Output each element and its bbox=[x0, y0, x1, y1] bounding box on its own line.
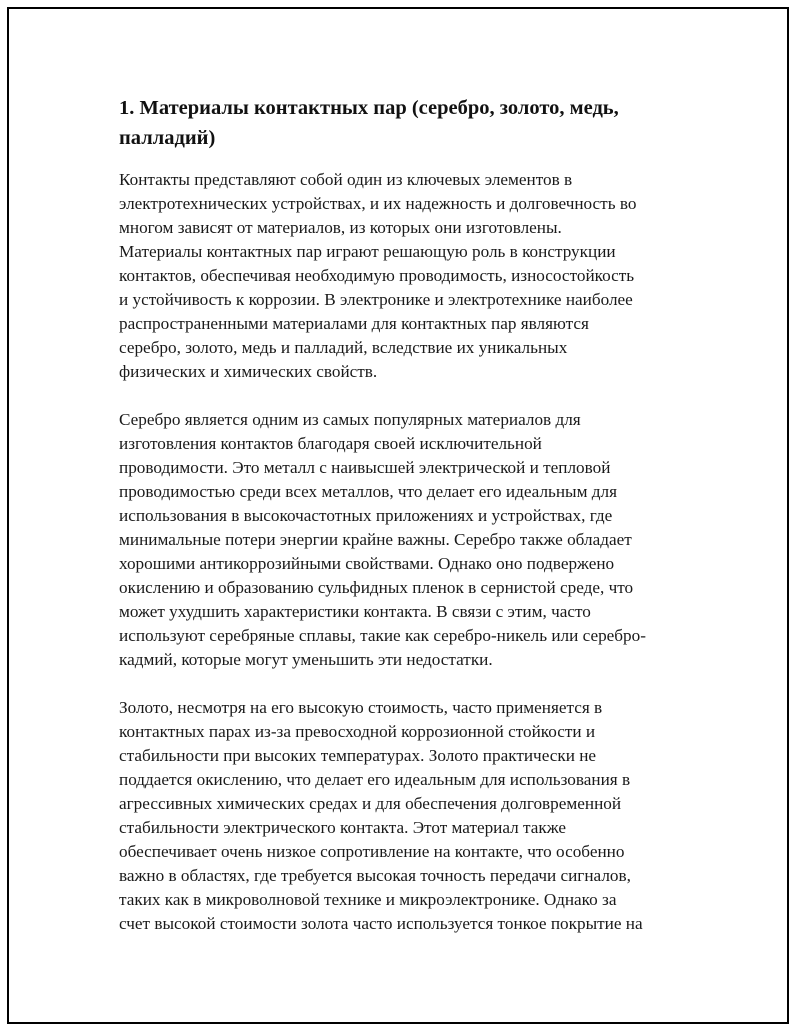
document-body bbox=[119, 93, 689, 960]
text-line: Серебро является одним из самых популярных материалов для bbox=[119, 410, 581, 429]
text-line: минимальные потери энергии крайне важны. Серебро также обладает bbox=[119, 530, 632, 549]
text-line: кадмий, которые могут уменьшить эти недостатки. bbox=[119, 650, 493, 669]
text-line: таких как в микроволновой технике и микроэлектронике. Однако за bbox=[119, 890, 617, 909]
text-line: хорошими антикоррозийными свойствами. Однако оно подвержено bbox=[119, 554, 615, 573]
text-line: Материалы контактных пар играют решающую роль в конструкции bbox=[119, 242, 616, 261]
text-line: Контакты представляют собой один из ключевых элементов в bbox=[119, 170, 573, 189]
section-heading bbox=[119, 93, 689, 153]
text-line: важно в областях, где требуется высокая точность передачи сигналов, bbox=[119, 866, 631, 885]
document-page bbox=[7, 7, 789, 1024]
text-line: Золото, несмотря на его высокую стоимость, часто применяется в bbox=[119, 698, 603, 717]
paragraph-gold bbox=[119, 696, 689, 936]
text-line: многом зависят от материалов, из которых они изготовлены. bbox=[119, 218, 562, 237]
text-line: счет высокой стоимости золота часто используется тонкое покрытие на bbox=[119, 914, 643, 933]
paragraph-contacts-intro bbox=[119, 168, 689, 384]
text-line: стабильности электрического контакта. Этот материал также bbox=[119, 818, 567, 837]
text-line: электротехнических устройствах, и их надежность и долговечность во bbox=[119, 194, 637, 213]
text-line: может ухудшить характеристики контакта. В связи с этим, часто bbox=[119, 602, 591, 621]
text-line: поддается окислению, что делает его идеальным для использования в bbox=[119, 770, 631, 789]
text-line: агрессивных химических средах и для обеспечения долговременной bbox=[119, 794, 622, 813]
text-line: обеспечивает очень низкое сопротивление на контакте, что особенно bbox=[119, 842, 625, 861]
heading-line: 1. Материалы контактных пар (серебро, золото, медь, bbox=[119, 97, 619, 119]
heading-line: палладий) bbox=[119, 127, 216, 149]
text-line: серебро, золото, медь и палладий, вследствие их уникальных bbox=[119, 338, 568, 357]
text-line: и устойчивость к коррозии. В электронике и электротехнике наиболее bbox=[119, 290, 633, 309]
text-line: изготовления контактов благодаря своей исключительной bbox=[119, 434, 542, 453]
text-line: физических и химических свойств. bbox=[119, 362, 378, 381]
paragraph-silver bbox=[119, 408, 689, 672]
text-line: проводимости. Это металл с наивысшей электрической и тепловой bbox=[119, 458, 611, 477]
text-line: проводимостью среди всех металлов, что делает его идеальным для bbox=[119, 482, 618, 501]
text-line: контактных парах из-за превосходной коррозионной стойкости и bbox=[119, 722, 596, 741]
text-line: окислению и образованию сульфидных пленок в сернистой среде, что bbox=[119, 578, 634, 597]
text-line: контактов, обеспечивая необходимую проводимость, износостойкость bbox=[119, 266, 635, 285]
text-line: распространенными материалами для контактных пар являются bbox=[119, 314, 589, 333]
text-line: использования в высокочастотных приложениях и устройствах, где bbox=[119, 506, 613, 525]
text-line: стабильности при высоких температурах. Золото практически не bbox=[119, 746, 597, 765]
text-line: используют серебряные сплавы, такие как серебро-никель или серебро- bbox=[119, 626, 646, 645]
